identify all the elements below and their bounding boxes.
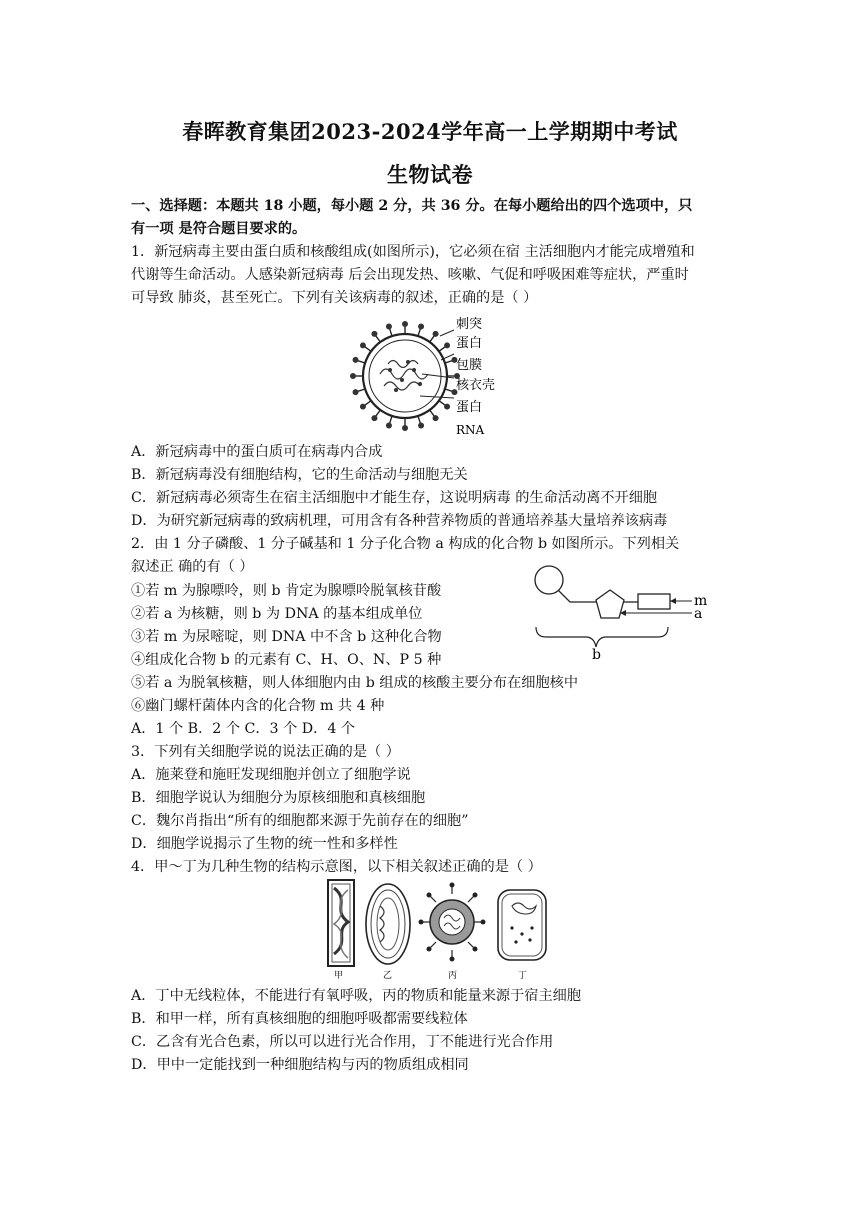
exam-title: 春晖教育集团2023-2024学年高一上学期期中考试 [182, 119, 678, 144]
fig1-label-envelope: 包膜 [456, 358, 483, 373]
q3-option-a: A．施莱登和施旺发现细胞并创立了细胞学说 [131, 767, 411, 783]
fig1-label-rna: RNA [456, 423, 485, 437]
q3-option-c: C．魏尔肖指出“所有的细胞都来源于先前存在的细胞” [131, 813, 469, 829]
fig1-label-nucleocapsid: 核衣壳 [456, 378, 496, 393]
section-heading-line-2: 有一项 是符合题目要求的。 [131, 221, 307, 237]
q2-stem-line-1: 2．由 1 分子磷酸、1 分子碱基和 1 分子化合物 a 构成的化合物 b 如图所示。下列相关 [131, 536, 680, 552]
q1-stem-line-3: 可导致 肺炎，甚至死亡。下列有关该病毒的叙述，正确的是（ ） [131, 290, 538, 306]
fig1-label-protein-1: 蛋白 [456, 336, 483, 351]
phosphate-icon [535, 566, 563, 594]
q4-option-c: C．乙含有光合色素，所以可以进行光合作用，丁不能进行光合作用 [131, 1034, 554, 1050]
q4-option-b: B．和甲一样，所有真核细胞的细胞呼吸都需要线粒体 [131, 1011, 468, 1027]
q2-item-4: ④组成化合物 b 的元素有 C、H、O、N、P 5 种 [131, 652, 442, 668]
q3-option-b: B．细胞学说认为细胞分为原核细胞和真核细胞 [131, 790, 426, 806]
fig1-label-protein-2: 蛋白 [456, 400, 483, 415]
q1-option-c: C．新冠病毒必须寄生在宿主活细胞中才能生存，这说明病毒 的生命活动离不开细胞 [131, 490, 658, 506]
base-icon [638, 594, 670, 609]
q4-option-a: A．丁中无线粒体，不能进行有氧呼吸，丙的物质和能量来源于宿主细胞 [131, 988, 582, 1004]
q2-item-1: ①若 m 为腺嘌呤，则 b 肯定为腺嘌呤脱氧核苷酸 [131, 583, 442, 599]
q3-option-d: D．细胞学说揭示了生物的统一性和多样性 [131, 836, 398, 852]
q1-option-d: D．为研究新冠病毒的致病机理，可用含有各种营养物质的普通培养基大量培养该病毒 [131, 513, 668, 529]
cell-bing-icon [419, 883, 486, 962]
q2-options: A．1 个 B．2 个 C．3 个 D．4 个 [131, 721, 356, 737]
exam-subtitle: 生物试卷 [387, 162, 473, 187]
cell-yi-icon [366, 884, 410, 964]
section-heading-line-1: 一、选择题：本题共 18 小题，每小题 2 分，共 36 分。在每小题给出的四个选项中，只 [131, 198, 693, 214]
pentose-icon [596, 590, 624, 618]
q1-option-b: B．新冠病毒没有细胞结构，它的生命活动与细胞无关 [131, 467, 468, 483]
fig2-label-a: a [694, 606, 703, 622]
q4-option-d: D．甲中一定能找到一种细胞结构与丙的物质组成相同 [131, 1057, 469, 1073]
fig4-label-bing: 丙 [448, 971, 458, 980]
spike-protein-icon [350, 321, 460, 431]
q2-item-3: ③若 m 为尿嘧啶，则 DNA 中不含 b 这种化合物 [131, 629, 442, 645]
q2-stem-line-2: 叙述正 确的有（ ） [131, 559, 254, 575]
fig4-label-ding: 丁 [518, 971, 528, 980]
organisms-diagram [320, 876, 560, 980]
q1-option-a: A．新冠病毒中的蛋白质可在病毒内合成 [131, 444, 383, 460]
q2-item-5: ⑤若 a 为脱氧核糖，则人体细胞内由 b 组成的核酸主要分布在细胞核中 [131, 675, 579, 691]
fig1-label-spike: 刺突 [456, 317, 483, 332]
q2-item-2: ②若 a 为核糖，则 b 为 DNA 的基本组成单位 [131, 606, 423, 622]
fig4-label-yi: 乙 [383, 971, 393, 980]
nucleotide-diagram [528, 560, 708, 660]
fig2-label-b: b [592, 647, 601, 660]
fig2-label-m: m [694, 593, 708, 609]
cell-jia-icon [328, 880, 354, 966]
cell-ding-icon [498, 890, 546, 960]
q3-stem: 3．下列有关细胞学说的说法正确的是（ ） [131, 744, 400, 760]
virus-diagram [350, 314, 520, 440]
q1-stem-line-1: 1．新冠病毒主要由蛋白质和核酸组成(如图所示)，它必须在宿 主活细胞内才能完成增殖和 [131, 244, 695, 260]
q1-stem-line-2: 代谢等生命活动。人感染新冠病毒 后会出现发热、咳嗽、气促和呼吸困难等症状，严重时 [131, 267, 689, 283]
q2-item-6: ⑥幽门螺杆菌体内含的化合物 m 共 4 种 [131, 698, 385, 714]
fig4-label-jia: 甲 [334, 971, 344, 980]
q4-stem: 4．甲～丁为几种生物的结构示意图，以下相关叙述正确的是（ ） [131, 859, 542, 875]
brace-icon [536, 627, 668, 647]
